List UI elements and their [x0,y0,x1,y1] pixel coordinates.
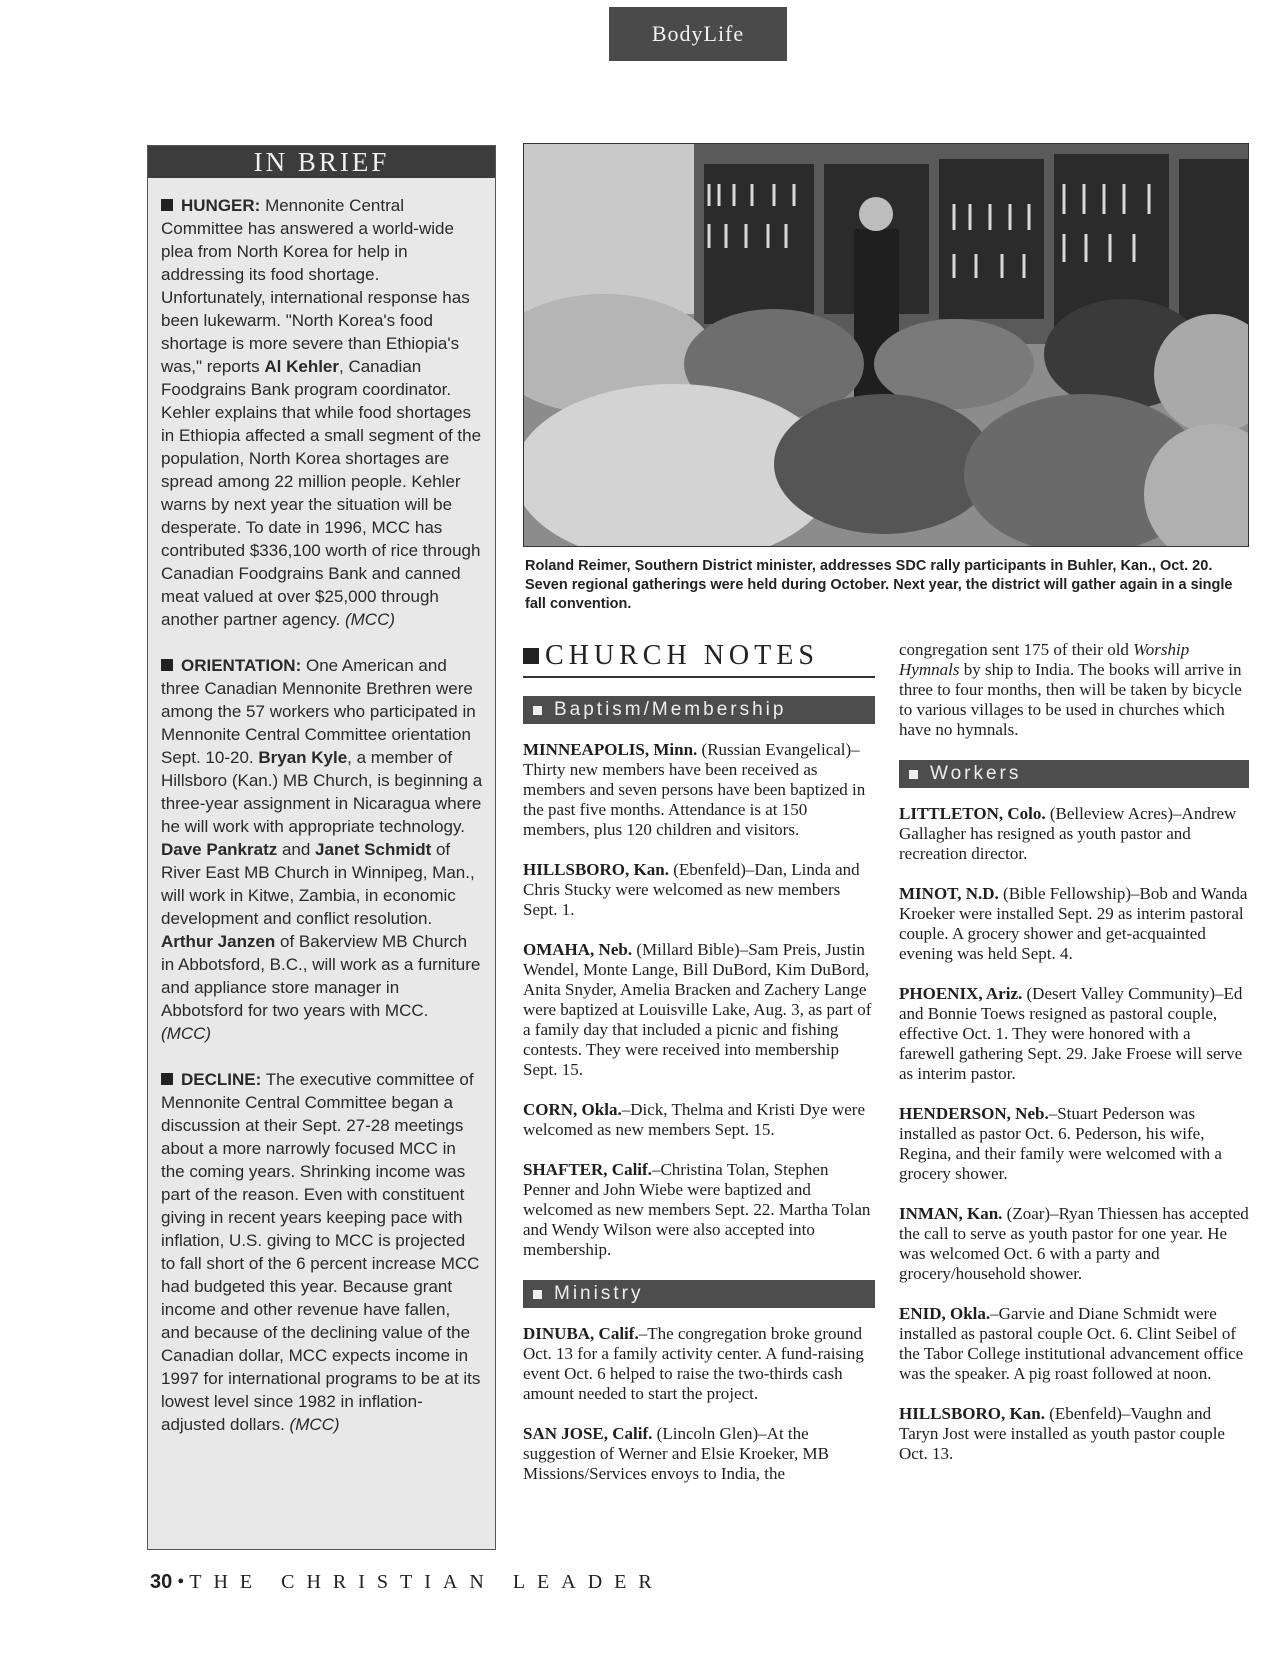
brief-text: One American and three Canadian Mennonite Brethren were among the 57 workers who participated in Mennonite Central Committee orientation Sept. 10-20. [161,656,476,767]
brief-person-name: Janet Schmidt [315,840,432,859]
square-bullet-icon [161,199,173,211]
bar-label: Workers [930,763,1022,784]
baptism-membership-bar [523,696,875,724]
note-text: (Lincoln Glen)–At the suggestion of Werner and Elsie Kroeker, MB Missions/Services envoys to India, the [523,1424,829,1483]
workers-bar [899,760,1249,788]
note-text: –The congregation broke ground Oct. 13 for a family activity center. A fund-raising event Oct. 6 helped to raise the two-thirds cash amount needed to start the project. [523,1324,864,1403]
note-entry [523,1100,875,1140]
note-text: (Zoar)–Ryan Thiessen has accepted the call to serve as youth pastor for one year. He was welcomed Oct. 6 with a party and grocery/household shower. [899,1204,1249,1283]
note-entry [523,1424,875,1484]
brief-item-hunger [161,194,483,631]
note-place: MINNEAPOLIS, Minn. [523,740,698,759]
page-footer [150,1571,664,1594]
note-entry [899,1104,1249,1184]
note-place: ENID, Okla. [899,1304,991,1323]
bar-label: Ministry [554,1283,644,1304]
note-place: PHOENIX, Ariz. [899,984,1023,1003]
note-place: INMAN, Kan. [899,1204,1003,1223]
brief-text: The executive committee of Mennonite Central Committee began a discussion at their Sept. 27-28 meetings about a more narrowly focused MCC in the coming years. Shrinking income was part of the reason. Even with constituent giving in recent years keeping pace with inflation, U.S. giving to MCC is projected to fall short of the 6 percent increase MCC had budgeted this year. Because grant income and other revenue have fallen, and because of the declining value of the Canadian dollar, MCC expects income in 1997 for international programs to be at its lowest level since 1982 in inflation-adjusted dollars. [161,1070,481,1434]
note-text: –Stuart Pederson was installed as pastor Oct. 6. Pederson, his wife, Regina, and their family were welcomed with a grocery shower. [899,1104,1222,1183]
note-text: (Ebenfeld)–Vaughn and Taryn Jost were installed as youth pastor couple Oct. 13. [899,1404,1225,1463]
note-entry [899,1404,1249,1464]
brief-text: and [277,840,316,859]
brief-source: (MCC) [344,610,396,629]
brief-person-name: Bryan Kyle [258,748,348,767]
bar-label: Baptism/Membership [554,699,787,720]
brief-person-name: Al Kehler [264,357,339,376]
note-place: SHAFTER, Calif. [523,1160,652,1179]
brief-label: DECLINE: [181,1070,262,1089]
brief-label: HUNGER: [181,196,261,215]
note-entry [523,1324,875,1404]
ministry-bar [523,1280,875,1308]
note-place: DINUBA, Calif. [523,1324,639,1343]
note-place: HILLSBORO, Kan. [523,860,669,879]
note-place: HENDERSON, Neb. [899,1104,1049,1123]
note-text: (Ebenfeld)–Dan, Linda and Chris Stucky were welcomed as new members Sept. 1. [523,860,860,919]
square-bullet-icon [533,706,542,715]
brief-text: , a member of Hillsboro (Kan.) MB Church, is beginning a three-year assignment in Nicaragua where he will work with appropriate technology. [161,748,483,836]
brief-label: ORIENTATION: [181,656,302,675]
in-brief-header: IN BRIEF [148,146,495,178]
square-bullet-icon [533,1290,542,1299]
note-text: (Millard Bible)–Sam Preis, Justin Wendel, Monte Lange, Bill DuBord, Kim DuBord, Anita Snyder, Amelia Bracken and Zachery Lange were baptized at Louisville Lake, Aug. 3, as part of a family day that included a picnic and fishing contests. They were received into membership Sept. 15. [523,940,872,1079]
note-text: (Russian Evangelical)–Thirty new members have been received as members and seven persons have been baptized in the past five months. Attendance is at 150 members, plus 120 children and visitors. [523,740,866,839]
note-entry [899,1204,1249,1284]
square-bullet-icon [161,1073,173,1085]
square-bullet-icon [161,659,173,671]
note-text: congregation sent 175 of their old [899,640,1134,659]
brief-person-name: Arthur Janzen [161,932,276,951]
note-place: OMAHA, Neb. [523,940,633,959]
note-text: (Belleview Acres)–Andrew Gallagher has resigned as youth pastor and recreation director. [899,804,1237,863]
note-entry [523,1160,875,1260]
note-entry [899,1304,1249,1384]
note-entry [523,940,875,1080]
brief-text: , Canadian Foodgrains Bank program coordinator. Kehler explains that while food shortages in Ethiopia affected a small segment of the population, North Korea shortages are spread among 22 million people. Kehler warns by next year the situation will be desperate. To date in 1996, MCC has contributed $336,100 worth of rice through Canadian Foodgrains Bank and canned meat valued at over $25,000 through another partner agency. [161,357,482,629]
note-place: CORN, Okla. [523,1100,622,1119]
note-place: LITTLETON, Colo. [899,804,1046,823]
brief-item-decline [161,1068,483,1436]
church-notes-column-2 [899,640,1249,1484]
brief-text: of River East MB Church in Winnipeg, Man., will work in Kitwe, Zambia, in economic development and conflict resolution. [161,840,475,928]
note-text: –Garvie and Diane Schmidt were installed as pastoral couple Oct. 6. Clint Seibel of the Tabor College institutional advancement office was the speaker. A pig roast followed at noon. [899,1304,1244,1383]
note-text: (Desert Valley Community)–Ed and Bonnie Toews resigned as pastoral couple, effective Oct. 1. They were honored with a farewell gathering Sept. 29. Jake Froese will serve as interim pastor. [899,984,1243,1083]
rally-photo-illustration [524,144,1248,546]
section-tab: BodyLife [609,7,787,61]
publication-name: THE CHRISTIAN LEADER [189,1571,664,1593]
church-notes-heading [523,640,875,678]
note-place: SAN JOSE, Calif. [523,1424,653,1443]
square-bullet-icon [909,770,918,779]
brief-source: (MCC) [161,1024,212,1043]
note-text: by ship to India. The books will arrive in three to four months, then will be taken by bicycle to various villages to be used in churches which have no hymnals. [899,660,1242,739]
brief-item-orientation [161,654,483,1045]
brief-text: of Bakerview MB Church in Abbotsford, B.C., will work as a furniture and appliance store manager in Abbotsford for two years with MCC. [161,932,481,1020]
note-text: –Christina Tolan, Stephen Penner and John Wiebe were baptized and welcomed as new members Sept. 22. Martha Tolan and Wendy Wilson were also accepted into membership. [523,1160,871,1259]
church-notes-column-1 [523,696,875,1504]
in-brief-body [148,178,495,1436]
note-title-italic: Worship Hymnals [899,640,1190,679]
page-number: 30 [150,1571,173,1593]
note-entry [899,804,1249,864]
note-entry [523,740,875,840]
brief-person-name: Dave Pankratz [161,840,278,859]
church-notes-title: CHURCH NOTES [545,640,819,671]
note-place: MINOT, N.D. [899,884,999,903]
footer-bullet: • [177,1571,185,1593]
brief-text: Mennonite Central Committee has answered a world-wide plea from North Korea for help in addressing its food shortage. Unfortunately, international response has been lukewarm. "North Korea's food shortage is more severe than Ethiopia's was," reports [161,196,470,376]
note-text: –Dick, Thelma and Kristi Dye were welcomed as new members Sept. 15. [523,1100,865,1139]
note-entry [523,860,875,920]
note-place: HILLSBORO, Kan. [899,1404,1045,1423]
note-entry-continued [899,640,1249,740]
photo-caption: Roland Reimer, Southern District minister, addresses SDC rally participants in Buhler, Kan., Oct. 20. Seven regional gatherings were held during October. Next year, the district will gather again in a single fall convention. [525,558,1233,612]
note-text: (Bible Fellowship)–Bob and Wanda Kroeker were installed Sept. 29 as interim pastoral couple. A grocery shower and get-acquainted evening was held Sept. 4. [899,884,1248,963]
note-entry [899,984,1249,1084]
brief-source: (MCC) [289,1415,340,1434]
rally-photo [523,143,1249,547]
in-brief-sidebar [147,145,496,1550]
square-bullet-icon [523,648,539,664]
note-entry [899,884,1249,964]
